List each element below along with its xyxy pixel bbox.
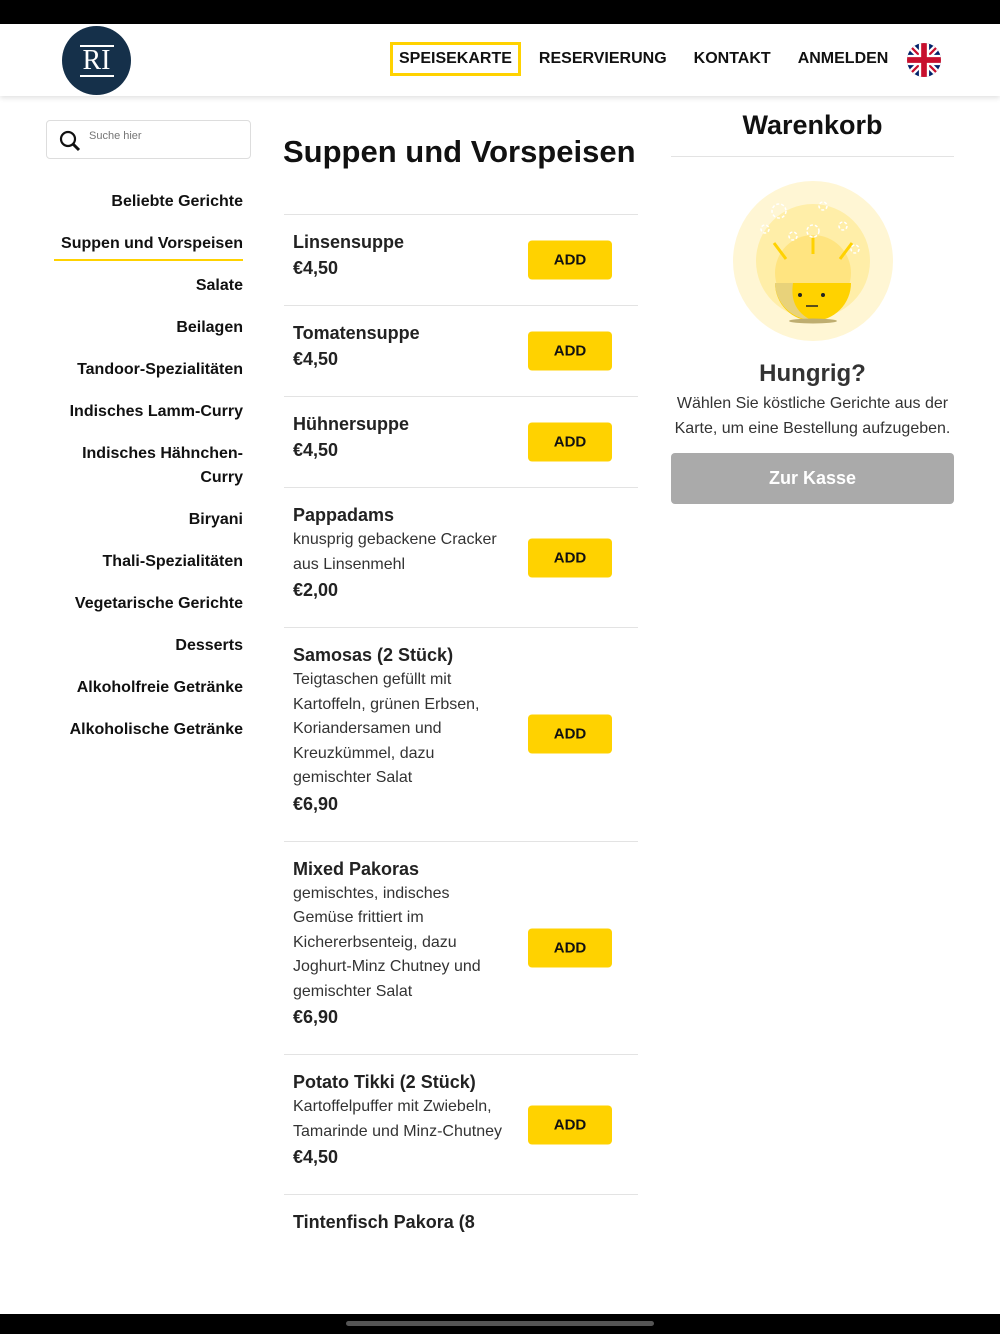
checkout-button[interactable]: Zur Kasse — [671, 453, 954, 504]
home-indicator[interactable] — [346, 1321, 654, 1326]
item-price: €2,00 — [293, 580, 339, 600]
item-description: Teigtaschen gefüllt mit Kartoffeln, grünen Erbsen, Koriandersamen und Kreuzkümmel, dazu gemischter Salat — [293, 671, 480, 786]
add-button[interactable]: ADD — [528, 715, 612, 754]
add-button[interactable]: ADD — [528, 928, 612, 967]
menu-item — [284, 1054, 638, 1194]
sidebar-item[interactable]: Thali-Spezialitäten — [102, 553, 243, 570]
item-name: Linsensuppe — [293, 232, 405, 252]
search-box — [46, 120, 251, 159]
uk-flag-icon[interactable] — [907, 43, 941, 77]
sidebar-item[interactable]: Desserts — [175, 637, 243, 654]
item-description: gemischtes, indisches Gemüse frittiert im Kichererbsenteig, dazu Joghurt-Minz Chutney und gemischter Salat — [293, 884, 481, 1000]
item-price: €6,90 — [293, 793, 339, 814]
logo[interactable]: RI — [62, 26, 131, 95]
sidebar-item[interactable]: Tandoor-Spezialitäten — [77, 361, 243, 378]
nav-anmelden[interactable]: ANMELDEN — [797, 50, 889, 67]
item-name: Pappadams — [293, 505, 395, 525]
sidebar-item[interactable]: Salate — [195, 277, 243, 294]
sidebar-item[interactable]: Indisches Hähnchen-Curry — [82, 445, 243, 486]
item-price: €4,50 — [293, 440, 339, 460]
item-name: Mixed Pakoras — [293, 858, 420, 879]
sidebar-item[interactable]: Beliebte Gerichte — [111, 193, 243, 210]
sidebar-item[interactable]: Alkoholfreie Getränke — [76, 679, 243, 696]
item-price: €4,50 — [293, 349, 339, 369]
menu-item — [284, 214, 638, 305]
item-price: €4,50 — [293, 258, 339, 278]
add-button[interactable]: ADD — [528, 538, 612, 577]
menu-item — [284, 627, 638, 841]
search-icon — [59, 130, 81, 152]
sidebar-item-active[interactable]: Suppen und Vorspeisen — [54, 232, 243, 261]
sidebar-item[interactable]: Alkoholische Getränke — [69, 721, 243, 738]
item-description: Kartoffelpuffer mit Zwiebeln, Tamarinde und Minz-Chutney — [293, 1098, 502, 1140]
page-title: Suppen und Vorspeisen — [283, 134, 636, 169]
item-name: Potato Tikki (2 Stück) — [293, 1072, 476, 1092]
home-indicator-bar — [0, 1314, 1000, 1334]
nav-speisekarte[interactable]: SPEISEKARTE — [390, 42, 521, 76]
menu-item — [284, 1194, 638, 1259]
main-nav — [390, 39, 906, 79]
item-name: Tintenfisch Pakora (8 — [293, 1212, 475, 1232]
add-button[interactable]: ADD — [528, 423, 612, 462]
cart-title: Warenkorb — [671, 110, 954, 157]
cart-empty-heading: Hungrig? — [759, 360, 866, 387]
sidebar-item[interactable]: Biryani — [188, 511, 243, 528]
nav-kontakt[interactable]: KONTAKT — [693, 50, 771, 67]
item-price: €6,90 — [293, 1007, 339, 1027]
item-name: Hühnersuppe — [293, 414, 410, 434]
status-bar — [0, 0, 1000, 24]
item-name: Samosas (2 Stück) — [293, 645, 454, 665]
add-button[interactable]: ADD — [528, 1105, 612, 1144]
menu-item — [284, 841, 638, 1055]
menu-item — [284, 305, 638, 396]
search-input[interactable] — [89, 130, 239, 142]
header — [0, 24, 1000, 96]
sidebar-item[interactable]: Indisches Lamm-Curry — [69, 403, 243, 420]
nav-reservierung[interactable]: RESERVIERUNG — [538, 50, 667, 67]
item-price: €4,50 — [293, 1147, 339, 1167]
item-description: knusprig gebackene Cracker aus Linsenmehl — [293, 531, 497, 573]
add-button[interactable]: ADD — [528, 241, 612, 280]
menu-item — [284, 396, 638, 487]
item-name: Tomatensuppe — [293, 323, 420, 343]
cart-empty-text: Wählen Sie köstliche Gerichte aus der Karte, um eine Bestellung aufzugeben. — [674, 395, 951, 437]
cart-panel — [671, 110, 954, 504]
add-button[interactable]: ADD — [528, 332, 612, 371]
menu-item — [284, 487, 638, 627]
category-sidebar — [40, 190, 243, 760]
menu-list — [284, 214, 638, 1259]
sidebar-item[interactable]: Beilagen — [176, 319, 243, 336]
empty-bowl-illustration — [733, 181, 893, 341]
sidebar-item[interactable]: Vegetarische Gerichte — [74, 595, 243, 612]
